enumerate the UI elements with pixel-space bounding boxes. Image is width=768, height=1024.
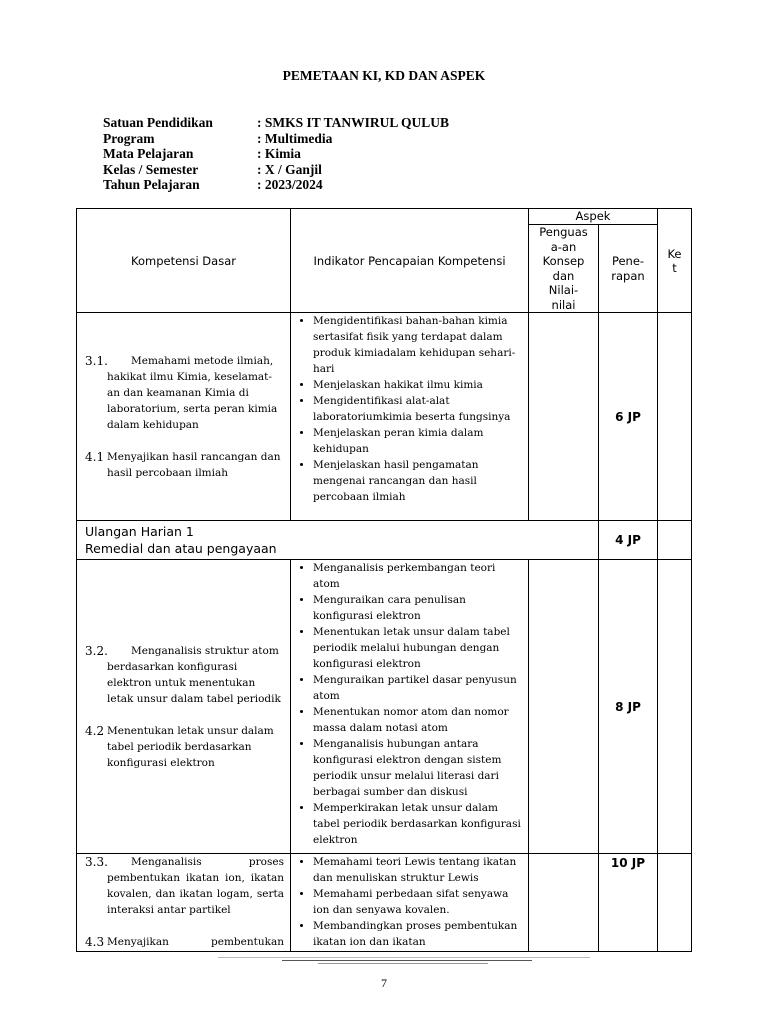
kd-text: Menentukan letak unsur dalam tabel periodik berdasarkan konfigurasi elektron <box>107 724 274 769</box>
list-item: • Menjelaskan hakikat ilmu kimia <box>313 377 524 393</box>
table-row <box>77 854 692 952</box>
list-item: • Menguraikan cara penulisan konfigurasi elektron <box>313 592 524 624</box>
kd-number: 4.1 <box>85 449 105 464</box>
list-item: • Menganalisis hubungan antara konfigurasi elektron dengan sistem periodik unsur melalui literasi dari berbagai sumber dan diskusi <box>313 736 524 800</box>
list-item: • Mengidentifikasi alat-alat laboratoriumkimia beserta fungsinya <box>313 393 524 425</box>
list-item: • Memperkirakan letak unsur dalam tabel periodik berdasarkan konfigurasi elektron <box>313 800 524 848</box>
header-line: Pene- <box>611 254 645 268</box>
ket-cell <box>658 560 692 854</box>
header-ket <box>658 209 692 313</box>
header-penguasaan-konsep <box>529 225 599 313</box>
kd-text: Menyajikan hasil rancangan dan hasil percobaan ilmiah <box>107 450 281 479</box>
info-value: : SMKS IT TANWIRUL QULUB <box>257 115 450 130</box>
kd-item <box>85 934 284 950</box>
penguasaan-cell <box>529 560 599 854</box>
kd-number: 3.2. <box>85 643 108 658</box>
list-item: • Menguraikan partikel dasar penyusun atom <box>313 672 524 704</box>
indicator-cell <box>291 560 529 854</box>
kd-number: 3.1. <box>85 353 108 368</box>
indicator-list <box>291 560 528 848</box>
info-row-mapel <box>103 146 449 162</box>
ket-cell <box>658 521 692 560</box>
kd-text: Menyajikan pembentukan <box>107 936 284 948</box>
indicator-list <box>291 854 528 950</box>
ulangan-harian-cell <box>77 521 599 560</box>
ulangan-harian-label: Ulangan Harian 1 <box>85 524 194 539</box>
kd-item <box>85 723 284 771</box>
list-item: • Mengidentifikasi bahan-bahan kimia sertasifat fisik yang terdapat dalam produk kimiadalam kehidupan sehari-hari <box>313 313 524 377</box>
header-indikator: Indikator Pencapaian Kompetensi <box>291 209 529 313</box>
info-row-tahun <box>103 177 449 193</box>
info-label: Mata Pelajaran <box>103 146 194 161</box>
info-label: Tahun Pelajaran <box>103 177 200 192</box>
ket-cell <box>658 313 692 521</box>
list-item: • Menganalisis perkembangan teori atom <box>313 560 524 592</box>
list-item: • Memahami teori Lewis tentang ikatan dan menuliskan struktur Lewis <box>313 854 524 886</box>
kd-text: Memahami metode ilmiah, hakikat ilmu Kimia, keselamat-an dan keamanan Kimia di laboratorium, serta peran kimia dalam kehidupan <box>107 354 278 431</box>
penerapan-value: 6 JP <box>599 313 658 521</box>
kd-cell <box>77 313 291 521</box>
header-line: Konsep <box>542 254 585 268</box>
info-row-satuan <box>103 115 449 131</box>
kd-number: 3.3. <box>85 855 108 869</box>
header-line: Nilai- <box>548 283 579 297</box>
header-line: rapan <box>611 268 645 283</box>
info-row-program <box>103 131 449 147</box>
page-title: PEMETAAN KI, KD DAN ASPEK <box>282 68 486 83</box>
header-line: nilai <box>551 297 576 312</box>
header-ket-line: t <box>672 260 677 275</box>
header-line: dan <box>552 268 575 283</box>
table-row <box>77 560 692 854</box>
info-value: : X / Ganjil <box>257 161 322 177</box>
info-row-kelas <box>103 162 449 178</box>
indicator-cell <box>291 854 529 952</box>
header-line: a-an <box>550 239 577 254</box>
header-kompetensi-dasar: Kompetensi Dasar <box>77 209 291 313</box>
header-ket-line: Ke <box>667 246 682 261</box>
header-line: Penguas <box>539 225 588 239</box>
kd-cell <box>77 560 291 854</box>
list-item: • Menentukan nomor atom dan nomor massa dalam notasi atom <box>313 704 524 736</box>
info-value: : Multimedia <box>257 130 333 146</box>
document-info <box>103 115 449 193</box>
penerapan-value: 8 JP <box>599 560 658 854</box>
header-penerapan <box>599 225 658 313</box>
indicator-list <box>291 313 528 505</box>
list-item: • Menjelaskan peran kimia dalam kehidupan <box>313 425 524 457</box>
kd-item <box>85 643 284 707</box>
kd-number: 4.3 <box>85 935 105 949</box>
penerapan-value: 4 JP <box>599 521 658 560</box>
info-label: Satuan Pendidikan <box>103 115 213 130</box>
table-row <box>77 313 692 521</box>
kd-number: 4.2 <box>85 723 105 738</box>
ket-cell <box>658 854 692 952</box>
kd-item <box>85 854 284 918</box>
list-item: • Memahami perbedaan sifat senyawa ion dan senyawa kovalen. <box>313 886 524 918</box>
header-aspek: Aspek <box>529 209 658 225</box>
remedial-label: Remedial dan atau pengayaan <box>85 541 277 556</box>
indicator-cell <box>291 313 529 521</box>
mapping-table <box>76 208 692 952</box>
list-item: • Membandingkan proses pembentukan ikatan ion dan ikatan <box>313 918 524 950</box>
table-row <box>77 521 692 560</box>
list-item: • Menentukan letak unsur dalam tabel periodik melalui hubungan dengan konfigurasi elektron <box>313 624 524 672</box>
info-value: : Kimia <box>257 146 301 161</box>
list-item: • Menjelaskan hasil pengamatan mengenai rancangan dan hasil percobaan ilmiah <box>313 457 524 505</box>
page-number: 7 <box>381 976 387 990</box>
kd-text: Menganalisis struktur atom berdasarkan konfigurasi elektron untuk menentukan letak unsur dalam tabel periodik <box>107 644 281 705</box>
info-value: : 2023/2024 <box>257 177 323 192</box>
penguasaan-cell <box>529 313 599 521</box>
info-label: Kelas / Semester <box>103 161 199 177</box>
kd-cell <box>77 854 291 952</box>
kd-item <box>85 353 284 433</box>
kd-item <box>85 449 284 481</box>
kd-text: Menganalisis proses pembentukan ikatan ion, ikatan kovalen, dan ikatan logam, serta interaksi antar partikel <box>107 856 284 916</box>
footer-divider <box>218 957 590 965</box>
penguasaan-cell <box>529 854 599 952</box>
info-label: Program <box>103 130 155 146</box>
penerapan-value: 10 JP <box>599 854 658 952</box>
